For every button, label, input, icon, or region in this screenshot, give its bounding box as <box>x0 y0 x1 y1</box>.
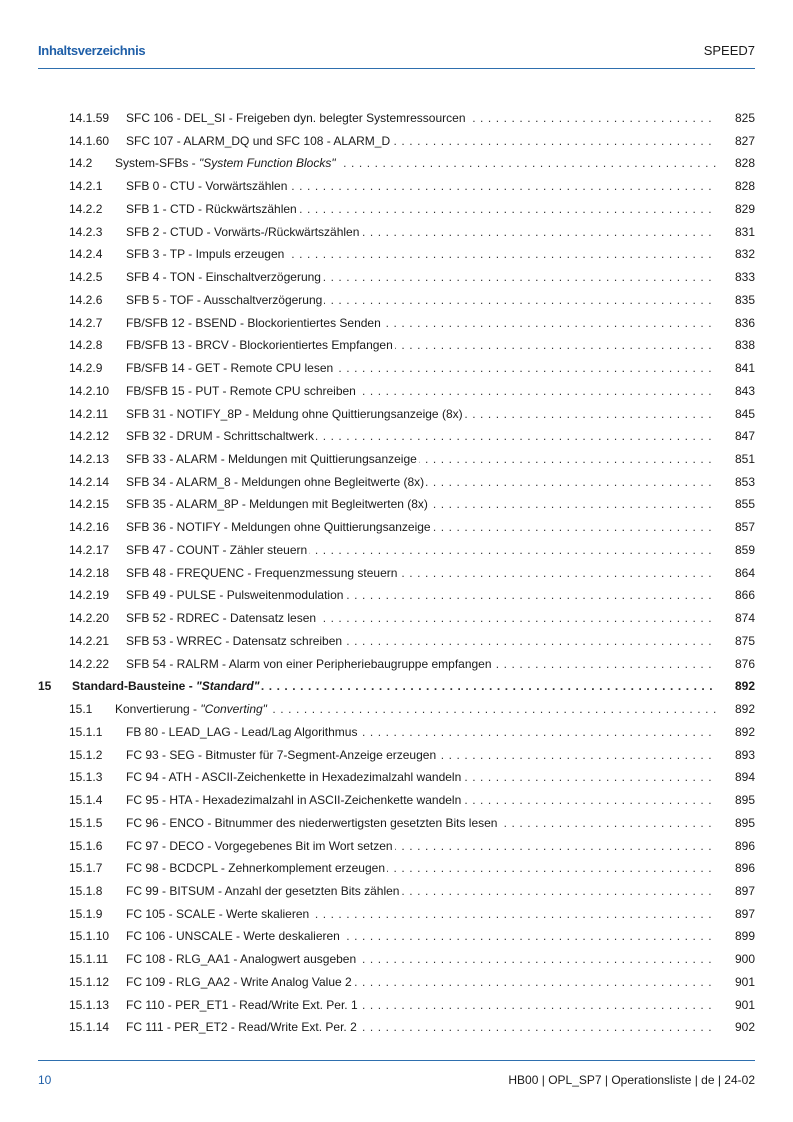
toc-entry-title[interactable]: FC 106 - UNSCALE - Werte deskalieren . . . <box>126 925 717 948</box>
toc-entry[interactable] <box>38 221 755 244</box>
toc-entry-title[interactable]: Standard-Bausteine - "Standard" . . . <box>72 675 717 698</box>
toc-entry[interactable] <box>38 448 755 471</box>
toc-entry-title[interactable]: SFB 35 - ALARM_8P - Meldungen mit Begleitwerten (8x) . . . <box>126 493 717 516</box>
toc-entry-page: 897 <box>734 883 755 898</box>
toc-entry-number: 14.2.17 <box>69 542 110 557</box>
page-number: 10 <box>38 1073 52 1087</box>
toc-entry-page: 831 <box>734 224 755 239</box>
toc-entry-number: 14.1.60 <box>69 133 110 148</box>
toc-entry-page: 835 <box>734 292 755 307</box>
toc-entry-page: 901 <box>734 974 755 989</box>
toc-entry-number: 15.1.10 <box>69 929 110 944</box>
toc-entry-page: 875 <box>734 633 755 648</box>
toc-entry-title[interactable]: FB 80 - LEAD_LAG - Lead/Lag Algorithmus . . . <box>126 721 717 744</box>
toc-entry[interactable] <box>38 289 755 312</box>
toc-entry-number: 14.2.6 <box>69 292 103 307</box>
toc-entry-page: 897 <box>734 906 755 921</box>
toc-entry-number: 14.2.8 <box>69 338 103 353</box>
toc-entry-title[interactable]: FC 99 - BITSUM - Anzahl der gesetzten Bits zählen . . . <box>126 880 717 903</box>
toc-entry[interactable] <box>38 266 755 289</box>
toc-entry-title[interactable]: FC 111 - PER_ET2 - Read/Write Ext. Per. 2 . . . <box>126 1016 717 1039</box>
toc-entry[interactable] <box>38 744 755 767</box>
toc-entry-number: 14.2.13 <box>69 452 110 467</box>
toc-entry-number: 15.1.3 <box>69 770 103 785</box>
toc-entry-page: 892 <box>734 679 755 694</box>
toc-entry-page: 899 <box>734 929 755 944</box>
toc-entry[interactable] <box>38 835 755 858</box>
toc-entry-number: 14.2 <box>69 156 93 171</box>
toc-entry[interactable] <box>38 175 755 198</box>
toc-entry-number: 15.1.6 <box>69 838 103 853</box>
toc-entry-number: 14.2.15 <box>69 497 110 512</box>
toc-entry-title[interactable]: SFB 53 - WRREC - Datensatz schreiben . . . <box>126 630 717 653</box>
toc-entry-title[interactable]: SFB 4 - TON - Einschaltverzögerung . . . <box>126 266 717 289</box>
toc-entry[interactable] <box>38 721 755 744</box>
toc-entry[interactable] <box>38 812 755 835</box>
toc-entry[interactable] <box>38 766 755 789</box>
toc-entry-title[interactable]: FC 96 - ENCO - Bitnummer des niederwertigsten gesetzten Bits lesen . . . <box>126 812 717 835</box>
toc-entry-number: 15.1.2 <box>69 747 103 762</box>
toc-entry-title[interactable]: FC 98 - BCDCPL - Zehnerkomplement erzeugen . . . <box>126 857 717 880</box>
toc-entry-number: 15.1.5 <box>69 815 103 830</box>
toc-entry-page: 902 <box>734 1020 755 1035</box>
toc-entry[interactable] <box>38 539 755 562</box>
toc-entry[interactable] <box>38 425 755 448</box>
toc-entry-page: 847 <box>734 429 755 444</box>
toc-entry-page: 895 <box>734 815 755 830</box>
toc-entry-number: 14.2.4 <box>69 247 103 262</box>
toc-entry-number: 14.2.2 <box>69 201 103 216</box>
toc-entry[interactable] <box>38 630 755 653</box>
toc-entry-number: 15.1.7 <box>69 861 103 876</box>
toc-entry-title[interactable]: FC 108 - RLG_AA1 - Analogwert ausgeben . . . <box>126 948 717 971</box>
toc-entry-page: 843 <box>734 383 755 398</box>
toc-entry[interactable] <box>38 607 755 630</box>
toc-entry-title[interactable]: SFB 36 - NOTIFY - Meldungen ohne Quittierungsanzeige . . . <box>126 516 717 539</box>
toc-entry[interactable] <box>38 380 755 403</box>
toc-entry-title[interactable]: SFB 49 - PULSE - Pulsweitenmodulation . . . <box>126 584 717 607</box>
toc-entry[interactable] <box>38 243 755 266</box>
toc-entry[interactable] <box>38 130 755 153</box>
toc-entry-page: 827 <box>734 133 755 148</box>
toc-entry[interactable] <box>38 471 755 494</box>
toc-entry[interactable] <box>38 789 755 812</box>
document-reference: HB00 | OPL_SP7 | Operationsliste | de | 24-02 <box>508 1073 755 1087</box>
toc-entry[interactable] <box>38 880 755 903</box>
toc-entry-title[interactable]: SFB 0 - CTU - Vorwärtszählen . . . <box>126 175 717 198</box>
page-footer <box>38 1060 755 1091</box>
toc-entry-title[interactable]: SFB 48 - FREQUENC - Frequenzmessung steuern . . . <box>126 562 717 585</box>
toc-entry-number: 14.2.9 <box>69 361 103 376</box>
toc-entry[interactable] <box>38 698 755 721</box>
toc-entry-page: 866 <box>734 588 755 603</box>
toc-entry-page: 828 <box>734 179 755 194</box>
toc-entry-title[interactable]: Konvertierung - "Converting" . . . <box>115 698 717 721</box>
header-title: Inhaltsverzeichnis <box>38 43 146 58</box>
toc-entry-page: 901 <box>734 997 755 1012</box>
toc-entry-page: 857 <box>734 520 755 535</box>
toc-entry-title[interactable]: FC 95 - HTA - Hexadezimalzahl in ASCII-Zeichenkette wandeln . . . <box>126 789 717 812</box>
toc-entry-title[interactable]: SFB 32 - DRUM - Schrittschaltwerk . . . <box>126 425 717 448</box>
toc-entry-number: 14.1.59 <box>69 111 110 125</box>
toc-entry[interactable] <box>38 152 755 175</box>
toc-entry-page: 845 <box>734 406 755 421</box>
toc-entry[interactable] <box>38 107 755 130</box>
toc-entry-page: 851 <box>734 452 755 467</box>
toc-entry-title[interactable]: FC 105 - SCALE - Werte skalieren . . . <box>126 903 717 926</box>
toc-entry[interactable] <box>38 403 755 426</box>
toc-entry[interactable] <box>38 357 755 380</box>
toc-entry-number: 15.1.13 <box>69 997 110 1012</box>
toc-entry-title[interactable]: SFC 106 - DEL_SI - Freigeben dyn. belegter Systemressourcen . . . <box>126 107 717 130</box>
toc-entry-page: 892 <box>734 724 755 739</box>
toc-entry-title[interactable]: FB/SFB 12 - BSEND - Blockorientiertes Senden . . . <box>126 312 717 335</box>
toc-entry-number: 14.2.21 <box>69 633 110 648</box>
toc-entry-title[interactable]: SFB 54 - RALRM - Alarm von einer Peripheriebaugruppe empfangen . . . <box>126 653 717 676</box>
toc-entry-number: 14.2.19 <box>69 588 110 603</box>
toc-entry-number: 14.2.18 <box>69 565 110 580</box>
toc-entry[interactable] <box>38 1016 755 1039</box>
toc-entry-title[interactable]: SFB 34 - ALARM_8 - Meldungen ohne Begleitwerte (8x) . . . <box>126 471 717 494</box>
toc-entry[interactable] <box>38 516 755 539</box>
toc-entry-title[interactable]: SFB 33 - ALARM - Meldungen mit Quittierungsanzeige . . . <box>126 448 717 471</box>
toc-entry[interactable] <box>38 903 755 926</box>
toc-entry[interactable] <box>38 334 755 357</box>
toc-entry[interactable] <box>38 994 755 1017</box>
toc-entry[interactable] <box>38 971 755 994</box>
toc-entry[interactable] <box>38 562 755 585</box>
toc-entry[interactable] <box>38 493 755 516</box>
toc-entry[interactable] <box>38 653 755 676</box>
page-header <box>38 36 755 69</box>
toc-entry-page: 864 <box>734 565 755 580</box>
toc-entry-page: 832 <box>734 247 755 262</box>
toc-entry-title[interactable]: SFB 2 - CTUD - Vorwärts-/Rückwärtszählen . . . <box>126 221 717 244</box>
toc-entry-title[interactable]: SFB 31 - NOTIFY_8P - Meldung ohne Quittierungsanzeige (8x) . . . <box>126 403 717 426</box>
toc-entry-title[interactable]: FC 110 - PER_ET1 - Read/Write Ext. Per. 1 . . . <box>126 994 717 1017</box>
toc-entry[interactable] <box>38 198 755 221</box>
toc-entry-number: 14.2.11 <box>69 406 109 421</box>
toc-entry[interactable] <box>38 584 755 607</box>
header-brand: SPEED7 <box>703 43 755 58</box>
toc-entry-title[interactable]: SFB 52 - RDREC - Datensatz lesen . . . <box>126 607 717 630</box>
toc-entry-number: 15.1 <box>69 702 93 717</box>
toc-entry[interactable] <box>38 675 755 698</box>
toc-entry-number: 15.1.8 <box>69 883 103 898</box>
toc-entry-page: 855 <box>734 497 755 512</box>
toc-entry-page: 838 <box>734 338 755 353</box>
toc-entry-number: 14.2.1 <box>69 179 103 194</box>
toc-entry-title[interactable]: SFB 5 - TOF - Ausschaltverzögerung . . . <box>126 289 717 312</box>
toc-entry-number: 14.2.7 <box>69 315 103 330</box>
toc-entry[interactable] <box>38 948 755 971</box>
toc-entry-number: 14.2.10 <box>69 383 110 398</box>
toc-entry-number: 15.1.12 <box>69 974 110 989</box>
toc-entry-page: 896 <box>734 861 755 876</box>
toc-entry-number: 14.2.3 <box>69 224 103 239</box>
toc-entry[interactable] <box>38 312 755 335</box>
toc-entry-number: 15.1.4 <box>69 793 103 808</box>
toc-entry-page: 825 <box>734 111 755 125</box>
table-of-contents <box>38 107 755 1039</box>
toc-entry-title[interactable]: SFC 107 - ALARM_DQ und SFC 108 - ALARM_D . . . <box>126 130 717 153</box>
toc-entry-page: 853 <box>734 474 755 489</box>
toc-entry-number: 14.2.16 <box>69 520 110 535</box>
toc-entry-page: 876 <box>734 656 755 671</box>
toc-entry-title[interactable]: FC 93 - SEG - Bitmuster für 7-Segment-Anzeige erzeugen . . . <box>126 744 717 767</box>
toc-entry-number: 14.2.5 <box>69 270 103 285</box>
toc-entry-page: 828 <box>734 156 755 171</box>
toc-entry-number: 15 <box>38 679 52 694</box>
toc-entry-number: 14.2.22 <box>69 656 110 671</box>
toc-entry-page: 874 <box>734 611 755 626</box>
toc-entry-number: 14.2.20 <box>69 611 110 626</box>
toc-entry-title[interactable]: SFB 47 - COUNT - Zähler steuern . . . <box>126 539 717 562</box>
toc-entry-page: 829 <box>734 201 755 216</box>
toc-entry-title[interactable]: SFB 1 - CTD - Rückwärtszählen . . . <box>126 198 717 221</box>
toc-entry-title[interactable]: SFB 3 - TP - Impuls erzeugen . . . <box>126 243 717 266</box>
toc-entry-title[interactable]: FC 109 - RLG_AA2 - Write Analog Value 2 . . . <box>126 971 717 994</box>
toc-entry-number: 15.1.1 <box>69 724 103 739</box>
toc-entry-page: 892 <box>734 702 755 717</box>
toc-entry-page: 893 <box>734 747 755 762</box>
toc-entry-title[interactable]: FB/SFB 13 - BRCV - Blockorientiertes Empfangen . . . <box>126 334 717 357</box>
toc-entry[interactable] <box>38 857 755 880</box>
toc-entry-number: 14.2.12 <box>69 429 110 444</box>
toc-entry-number: 15.1.9 <box>69 906 103 921</box>
toc-entry-page: 896 <box>734 838 755 853</box>
toc-entry-title[interactable]: FB/SFB 14 - GET - Remote CPU lesen . . . <box>126 357 717 380</box>
toc-entry-page: 836 <box>734 315 755 330</box>
toc-entry-number: 15.1.14 <box>69 1020 110 1035</box>
toc-entry-page: 833 <box>734 270 755 285</box>
toc-entry-title[interactable]: FC 94 - ATH - ASCII-Zeichenkette in Hexadezimalzahl wandeln . . . <box>126 766 717 789</box>
toc-entry-page: 894 <box>734 770 755 785</box>
toc-entry-page: 859 <box>734 542 755 557</box>
toc-entry-title[interactable]: FB/SFB 15 - PUT - Remote CPU schreiben . . . <box>126 380 717 403</box>
toc-entry-page: 841 <box>734 361 755 376</box>
toc-entry-title[interactable]: FC 97 - DECO - Vorgegebenes Bit im Wort setzen . . . <box>126 835 717 858</box>
toc-entry[interactable] <box>38 925 755 948</box>
toc-entry-number: 14.2.14 <box>69 474 110 489</box>
toc-entry-number: 15.1.11 <box>69 952 109 967</box>
toc-entry-page: 900 <box>734 952 755 967</box>
toc-entry-page: 895 <box>734 793 755 808</box>
toc-entry-title[interactable]: System-SFBs - "System Function Blocks" . . . <box>115 152 717 175</box>
